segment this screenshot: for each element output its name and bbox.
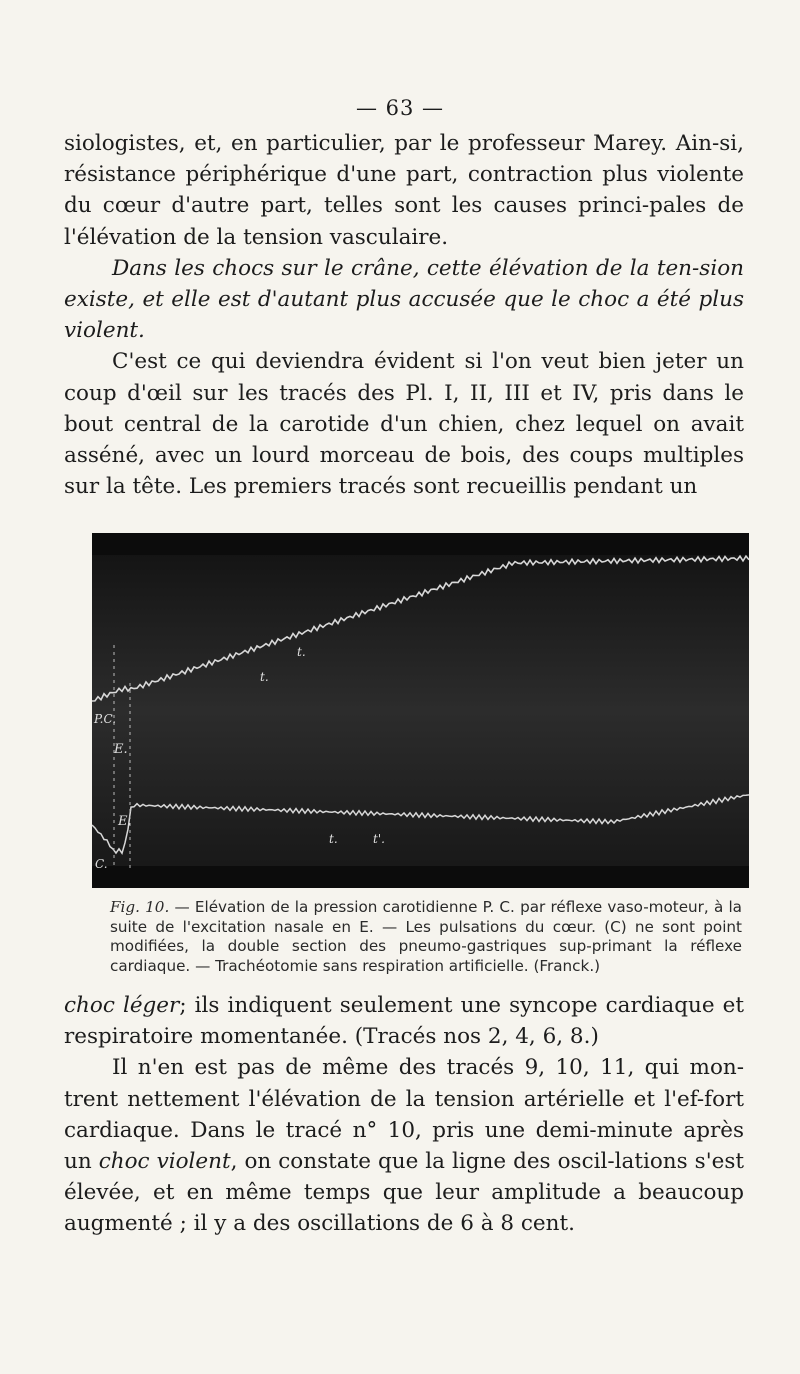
paragraph-5: [64, 1052, 744, 1239]
page-number: — 63 —: [355, 96, 445, 120]
paragraph-2-italic: Dans les chocs sur le crâne, cette élévation de la ten-sion existe, et elle est d'autant plus accusée que le choc a été plus violent.: [64, 255, 744, 344]
label-t3: t.: [329, 832, 338, 846]
figure-caption: [110, 898, 742, 976]
label-e-lower: E.: [118, 814, 132, 829]
figure-background: [92, 533, 749, 888]
label-t1: t.: [260, 670, 269, 684]
caption-text: — Elévation de la pression carotidienne P. C. par réflexe vaso-moteur, à la suite de l'excitation nasale en E. — Les pulsations du cœur. (C) ne sont point modifiées, la double section des pneumo-gastriques sup-primant la réflexe cardiaque. — Trachéotomie sans respiration artificielle. (Franck.): [110, 898, 742, 975]
figure-top-band: [92, 533, 749, 555]
paragraph-3: C'est ce qui deviendra évident si l'on veut bien jeter un coup d'œil sur les tracés des Pl. I, II, III et IV, pris dans le bout central de la carotide d'un chien, chez lequel on avait asséné, avec un lourd morceau de bois, des coups multiples sur la tête. Les premiers tracés sont recueillis pendant un: [64, 349, 744, 500]
label-c: C.: [95, 857, 108, 871]
label-e-upper: E.: [114, 742, 128, 757]
figure-tracing: [92, 533, 749, 888]
figure-bottom-band: [92, 866, 749, 888]
tracing-svg: [92, 533, 749, 888]
paragraph-5-a: Il n'en est pas de même des tracés 9, 10, 11, qui mon-trent nettement l'élévation de la tension artérielle et l'ef-fort cardiaque. Dans le tracé n° 10, pris une demi-minute après un: [64, 1055, 744, 1175]
label-t2: t.: [297, 645, 306, 659]
paragraph-5-b: , on constate que la ligne des oscil-lations s'est élevée, et en même temps que leur amplitude a beaucoup augmenté ; il y a des oscillations de 6 à 8 cent.: [64, 1149, 744, 1237]
paragraph-1: siologistes, et, en particulier, par le professeur Marey. Ain-si, résistance périphérique d'une part, contraction plus violente du cœur d'autre part, telles sont les causes princi-pales de l'élévation de la tension vasculaire.: [64, 131, 744, 250]
paragraph-4-italic: choc léger: [64, 993, 180, 1018]
label-pc: P.C.: [94, 712, 117, 726]
paragraph-4-rest: ; ils indiquent seulement une syncope cardiaque et respiratoire momentanée. (Tracés nos 2, 4, 6, 8.): [64, 993, 744, 1050]
caption-label: Fig. 10.: [110, 898, 170, 916]
paragraph-4: [64, 990, 744, 1052]
paragraph-2: [64, 253, 744, 347]
top-text-block: [64, 128, 744, 502]
paragraph-5-italic: choc violent: [98, 1149, 231, 1175]
label-t4: t'.: [373, 832, 385, 846]
bottom-text-block: [64, 990, 744, 1240]
